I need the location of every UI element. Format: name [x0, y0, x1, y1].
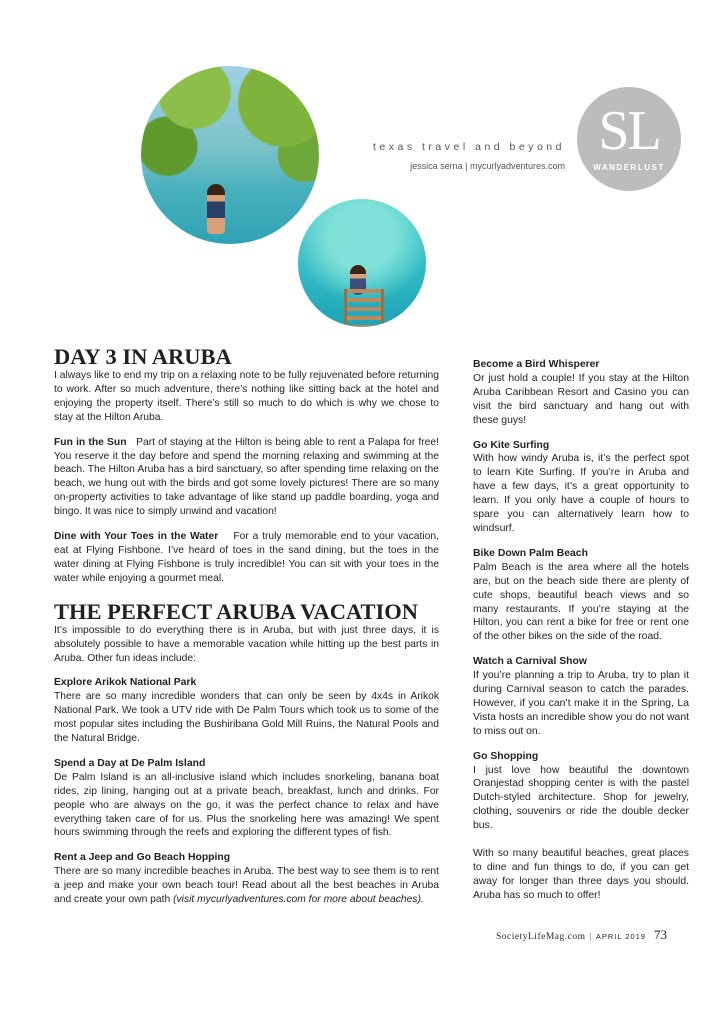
- logo-letters: SL: [598, 100, 660, 162]
- photo-ladder-swimmer: [298, 199, 426, 327]
- sl-logo: [577, 87, 681, 191]
- logo-subtitle: WANDERLUST: [593, 163, 665, 172]
- heading-perfect-vacation: THE PERFECT ARUBA VACATION: [54, 598, 419, 624]
- footer-month: APRIL 2019: [595, 932, 646, 941]
- bird-body: Or just hold a couple! If you stay at the Hilton Aruba Caribbean Resort and Casino you can visit the bird sanctuary and hang out with these guys!: [473, 372, 689, 426]
- jeep-italic-note: (visit mycurlyadventures.com for more about beaches).: [173, 894, 424, 906]
- photo-figure: [207, 184, 225, 234]
- fun-in-the-sun-paragraph: [54, 436, 439, 519]
- left-column: [54, 345, 439, 907]
- bike-body: Palm Beach is the area where all the hotels are, but on the beach side there are plenty of cute shops, beautiful beach views and so many restaurants. If you’re staying at the Hilton, you can rent a bike for free or rent one of the other bikes on the side of the road.: [473, 561, 689, 643]
- heading-day3: DAY 3 IN ARUBA: [54, 344, 232, 369]
- fun-in-the-sun-heading: Fun in the Sun: [54, 436, 127, 448]
- jeep-paragraph: [54, 865, 439, 907]
- bike-heading: Bike Down Palm Beach: [473, 547, 588, 559]
- author-byline: jessica serna | mycurlyadventures.com: [410, 161, 565, 171]
- kite-heading: Go Kite Surfing: [473, 439, 550, 451]
- footer-separator: |: [589, 931, 592, 941]
- section-kicker: texas travel and beyond: [373, 141, 565, 153]
- arikok-body: There are so many incredible wonders that can only be seen by 4x4s in Arikok National Park. We took a UTV ride with De Palm Tours which took us to some of the most popular sites including the Bushiribana Gold Mill Ruins, the Natural Pools and the Natural Bridge.: [54, 691, 439, 745]
- intro2-paragraph: It’s impossible to do everything there is in Aruba, but with just three days, it is absolutely possible to have a memorable vacation while hitting up the best parts in Aruba. Other fun ideas include:: [54, 624, 439, 664]
- right-column: [473, 358, 689, 903]
- shopping-body: I just love how beautiful the downtown Oranjestad shopping center is with the pastel Dutch-styled architecture. Shop for jewelry, clothing, souvenirs or ride the double decker bus.: [473, 764, 689, 832]
- photo-ladder: [344, 289, 384, 327]
- kite-body: With how windy Aruba is, it’s the perfect spot to learn Kite Surfing. If you’re in Aruba and have a few days, it’s a great opportunity to learn. If you only have a couple of hours to spare you can alternatively learn how to windsurf.: [473, 453, 689, 534]
- shopping-heading: Go Shopping: [473, 750, 539, 762]
- fun-in-the-sun-body: Part of staying at the Hilton is being able to rent a Palapa for free! You reserve it the day before and spend the morning relaxing and swimming at the beach. The Hilton Aruba has a bird sanctuary, so after spending time relaxing on the beach, we hung out with the birds and got some lovely pictures! There are so many on-property activities to take advantage of like stand up paddle boarding, yoga and bingo. It was nice to simply unwind and vacation!: [54, 436, 439, 518]
- page-number: 73: [653, 927, 667, 942]
- carnival-heading: Watch a Carnival Show: [473, 656, 587, 668]
- dine-heading: Dine with Your Toes in the Water: [54, 531, 219, 543]
- dine-paragraph: [54, 530, 439, 586]
- arikok-heading: Explore Arikok National Park: [54, 677, 197, 689]
- intro-paragraph: I always like to end my trip on a relaxing note to be fully rejuvenated before returning to work. After so much adventure, there’s nothing like sitting back at the hotel and enjoying the property itself. There’s still so much to do which is why we chose to stay at the Hilton Aruba.: [54, 370, 439, 423]
- page-footer: [496, 927, 667, 943]
- closing-paragraph: With so many beautiful beaches, great places to dine and fun things to do, if you can get away for longer than three days you should. Aruba has so much to offer!: [473, 848, 689, 901]
- footer-site: SocietyLifeMag.com: [496, 932, 586, 942]
- bird-heading: Become a Bird Whisperer: [473, 359, 600, 370]
- photo-beach-woman: [141, 66, 319, 244]
- carnival-body: If you’re planning a trip to Aruba, try to plan it during Carnival season to catch the parades. However, if you can’t make it in the Spring, La Vista hosts an incredible show you do not want to miss out on.: [473, 670, 689, 737]
- depalm-body: De Palm Island is an all-inclusive island which includes snorkeling, banana boat rides, zip lining, hanging out at a private beach, breakfast, lunch and drinks. For people who are always on the go, it was the perfect chance to relax and have everything taken care of for us. Plus the snorkeling here was amazing! We spent hours swimming through the reefs and exploring the different types of fish.: [54, 771, 439, 839]
- jeep-heading: Rent a Jeep and Go Beach Hopping: [54, 852, 231, 864]
- jeep-body: There are so many incredible beaches in Aruba. The best way to see them is to rent a jeep and make your own beach tour! Read about all the best beaches in Aruba and create your own path: [54, 866, 439, 906]
- dine-body: For a truly memorable end to your vacation, eat at Flying Fishbone. I’ve heard of toes in the sand dining, but the toes in the water dining at Flying Fishbone is truly incredible! You can sit with your toes in the water while enjoying a gourmet meal.: [54, 531, 439, 584]
- depalm-heading: Spend a Day at De Palm Island: [54, 757, 206, 769]
